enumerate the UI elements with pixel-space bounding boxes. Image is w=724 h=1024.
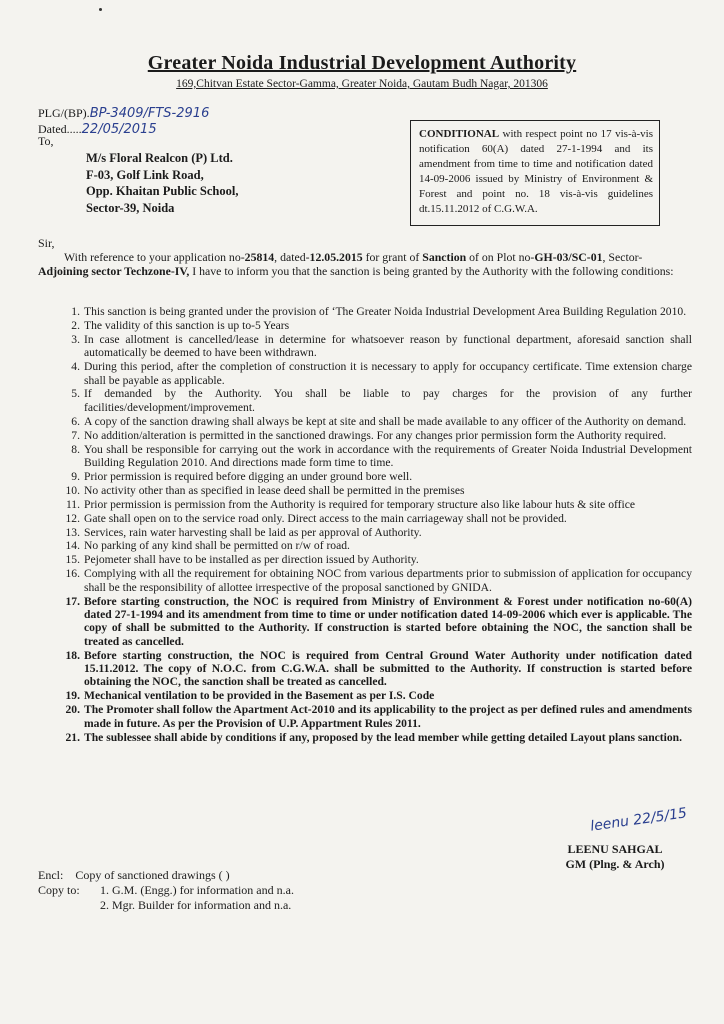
conditional-text: with respect point no 17 vis-à-vis notification 60(A) dated 27-1-1994 and its amendment from time to time and notification dated 14-09-2006 issued by Ministry of Environment & Forest and point no. 18 vis-à-vis guidelines dt.15.11.2012 of C.G.W.A. xyxy=(419,128,653,215)
condition-number: 9. xyxy=(71,469,80,483)
addressee-name: M/s Floral Realcon (P) Ltd. xyxy=(86,151,233,165)
sanction-word: Sanction xyxy=(422,250,467,264)
speck-mark xyxy=(99,8,102,11)
condition-text: Complying with all the requirement for obtaining NOC from various departments prior to submission of application for occupancy shall be the responsibility of allottee irrespective of the proposal sanctioned by GNIDA. xyxy=(84,567,692,594)
salutation: Sir, xyxy=(38,236,55,250)
condition-text: Pejometer shall have to be installed as per direction issued by Authority. xyxy=(84,553,419,567)
condition-text: Before starting construction, the NOC is required from Central Ground Water Authority under notification dated 15.11.2012. The copy of N.O.C. from C.G.W.A. shall be submitted to the Authority. If construction is started before obtaining the NOC, the sanction shall be treated as cancelled. xyxy=(84,648,692,689)
condition-number: 8. xyxy=(71,442,80,456)
enclosure-line xyxy=(38,868,230,883)
condition-text: Services, rain water harvesting shall be laid as per approval of Authority. xyxy=(84,525,422,539)
condition-item xyxy=(38,526,692,539)
application-number: 25814 xyxy=(244,250,275,264)
condition-text: No parking of any kind shall be permitted on r/w of road. xyxy=(84,539,350,553)
condition-item xyxy=(38,567,692,594)
condition-text: Prior permission is permission from the Authority is required for temporary structure also like labour huts & site office xyxy=(84,497,636,511)
reference-label: PLG/(BP). xyxy=(38,106,90,120)
condition-item xyxy=(38,470,692,483)
condition-item xyxy=(38,333,692,360)
signatory-name: LEENU SAHGAL xyxy=(567,842,663,856)
condition-item xyxy=(38,387,692,414)
condition-number: 6. xyxy=(71,414,80,428)
signature-block xyxy=(540,842,690,872)
addressee-line-1: F-03, Golf Link Road, xyxy=(86,167,204,182)
condition-number: 21. xyxy=(65,730,80,744)
condition-number: 18. xyxy=(65,648,80,662)
condition-number: 16. xyxy=(65,567,80,581)
condition-item xyxy=(38,512,692,525)
handwritten-signature: leenu 22/5/15 xyxy=(589,805,688,835)
condition-item xyxy=(38,649,692,689)
condition-number: 5. xyxy=(71,387,80,401)
conditional-notice-box xyxy=(410,120,660,226)
condition-item xyxy=(38,689,692,702)
condition-text: Before starting construction, the NOC is required from Ministry of Environment & Forest under notification no-60(A) dated 27-1-1994 and its amendment from time to time or under notification dated 14-09-2006 which ever is applicable. The copy of shall be submitted to the Authority. If construction is started before obtaining the NOC, the sanction shall be treated as cancelled. xyxy=(84,594,692,648)
condition-item xyxy=(38,539,692,552)
intro-text: With reference to your application no- xyxy=(64,250,245,264)
condition-item xyxy=(38,731,692,744)
intro-paragraph xyxy=(38,250,688,278)
condition-text: A copy of the sanction drawing shall always be kept at site and shall be made available to any officer of the Authority on demand. xyxy=(84,414,687,428)
condition-number: 11. xyxy=(65,497,80,511)
conditions-list xyxy=(38,305,692,745)
condition-number: 7. xyxy=(71,428,80,442)
condition-number: 1. xyxy=(71,305,80,318)
condition-item xyxy=(38,443,692,470)
enclosure-text: Copy of sanctioned drawings ( ) xyxy=(75,868,230,882)
sector-name: Adjoining sector Techzone-IV, xyxy=(38,264,190,278)
condition-item xyxy=(38,498,692,511)
signatory-designation: GM (Plng. & Arch) xyxy=(565,857,665,871)
condition-text: This sanction is being granted under the provision of ‘The Greater Noida Industrial Development Area Building Regulation 2010. xyxy=(84,305,687,318)
reference-number xyxy=(38,106,209,121)
condition-item xyxy=(38,415,692,428)
condition-number: 17. xyxy=(65,594,80,608)
condition-text: The validity of this sanction is up to-5 Years xyxy=(84,318,290,332)
to-label: To, xyxy=(38,134,54,148)
condition-text: The Promoter shall follow the Apartment Act-2010 and its applicability to the project as per defined rules and amendments made in future. As per the Provision of U.P. Appartment Rules 2011. xyxy=(84,703,692,730)
condition-text: Gate shall open on to the service road only. Direct access to the main carriageway shall not be provided. xyxy=(84,511,567,525)
condition-number: 19. xyxy=(65,689,80,703)
condition-text: If demanded by the Authority. You shall be liable to pay charges for the provision of any further facilities/development/improvement. xyxy=(84,387,692,414)
intro-text: , dated- xyxy=(274,250,310,264)
copy-to-list xyxy=(100,883,294,913)
copy-to-label: Copy to: xyxy=(38,883,80,897)
organization-address: 169,Chitvan Estate Sector-Gamma, Greater Noida, Gautam Budh Nagar, 201306 xyxy=(176,78,548,90)
condition-text: During this period, after the completion of construction it is necessary to apply for occupancy certificate. Time extension charge shall be payable as applicable. xyxy=(84,360,692,387)
condition-number: 13. xyxy=(65,525,80,539)
plot-number: GH-03/SC-01 xyxy=(534,250,603,264)
condition-number: 15. xyxy=(65,553,80,567)
condition-text: Mechanical ventilation to be provided in the Basement as per I.S. Code xyxy=(84,689,435,703)
addressee-line-2: Opp. Khaitan Public School, xyxy=(86,184,239,198)
condition-item xyxy=(38,429,692,442)
condition-text: No addition/alteration is permitted in the sanctioned drawings. For any changes prior permission form the Authority required. xyxy=(84,428,667,442)
intro-text: I have to inform you that the sanction is being granted by the Authority with the following conditions: xyxy=(189,264,674,278)
conditional-heading: CONDITIONAL xyxy=(419,128,500,140)
condition-number: 2. xyxy=(71,318,80,332)
reference-date xyxy=(38,122,157,137)
condition-number: 12. xyxy=(65,511,80,525)
intro-text: of on Plot no- xyxy=(466,250,535,264)
condition-number: 14. xyxy=(65,539,80,553)
condition-text: Prior permission is required before digging an under ground bore well. xyxy=(84,469,413,483)
condition-text: You shall be responsible for carrying out the work in accordance with the requirements of Greater Noida Industrial Development Building Regulation 2010. And directions made form time to time. xyxy=(84,442,692,469)
condition-item xyxy=(38,553,692,566)
condition-text: In case allotment is cancelled/lease in determine for whatsoever reason by functional department, aforesaid sanction shall automatically be deemed to have been withdrawn. xyxy=(84,332,692,360)
addressee-line-3: Sector-39, Noida xyxy=(86,200,175,215)
copy-to-item: 2. Mgr. Builder for information and n.a. xyxy=(100,898,292,912)
condition-text: The sublessee shall abide by conditions if any, proposed by the lead member while getting detailed Layout plans sanction. xyxy=(84,730,683,744)
condition-number: 20. xyxy=(65,703,80,717)
intro-text: for grant of xyxy=(362,250,423,264)
copy-to-item: 1. G.M. (Engg.) for information and n.a. xyxy=(100,883,294,897)
condition-text: No activity other than as specified in lease deed shall be permitted in the premises xyxy=(84,483,465,497)
condition-item xyxy=(38,319,692,332)
dated-value: 22/05/2015 xyxy=(81,122,157,137)
dated-label: Dated..... xyxy=(38,122,82,136)
organization-title: Greater Noida Industrial Development Authority xyxy=(147,52,577,74)
reference-value: BP-3409/FTS-2916 xyxy=(89,106,210,121)
application-date: 12.05.2015 xyxy=(309,250,363,264)
condition-item xyxy=(38,484,692,497)
condition-number: 4. xyxy=(71,360,80,374)
condition-item xyxy=(38,360,692,387)
enclosure-label: Encl: xyxy=(38,868,64,882)
condition-item xyxy=(38,595,692,649)
intro-text: , Sector- xyxy=(602,250,643,264)
condition-item xyxy=(38,305,692,318)
condition-number: 10. xyxy=(65,483,80,497)
condition-number: 3. xyxy=(71,332,80,346)
condition-item xyxy=(38,703,692,730)
addressee-block xyxy=(86,150,238,216)
